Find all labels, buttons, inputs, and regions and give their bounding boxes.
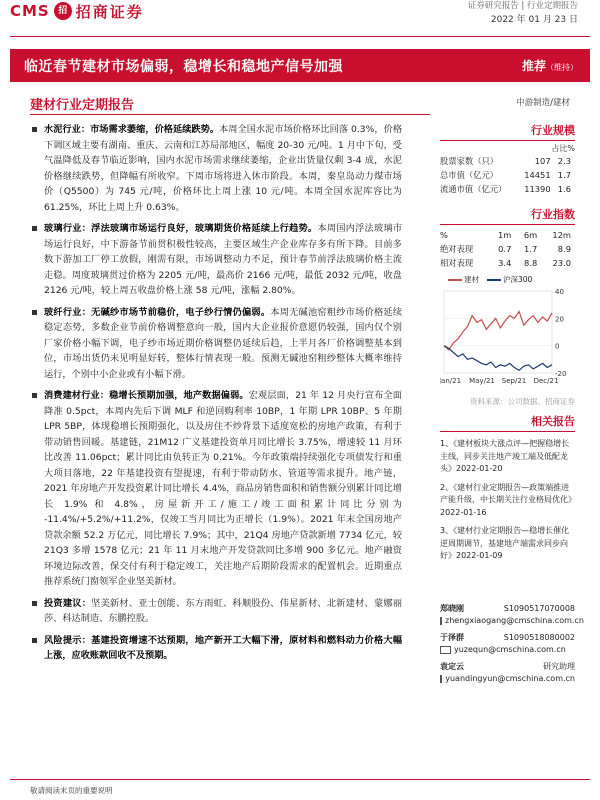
series-line-1 bbox=[444, 346, 552, 371]
legend-swatch bbox=[448, 279, 462, 281]
chart-legend bbox=[448, 274, 575, 285]
legend-item bbox=[448, 274, 479, 285]
analyst-name: 袁定云 bbox=[440, 661, 464, 671]
row-value: 14451 bbox=[524, 170, 551, 180]
related-report-item[interactable]: 2、《建材行业定期报告—政策端推进产能升级，中长期关注行业格局优化》2022-01-16 bbox=[440, 482, 572, 517]
section-fiberglass bbox=[30, 305, 402, 383]
analyst-email[interactable] bbox=[440, 673, 575, 686]
series-line-0 bbox=[444, 312, 552, 350]
y-tick-label: 40 bbox=[555, 288, 564, 296]
envelope-icon bbox=[440, 646, 451, 654]
analyst-email[interactable] bbox=[440, 644, 575, 657]
table-row bbox=[440, 168, 575, 182]
report-type: 证券研究报告 | 行业定期报告 bbox=[467, 1, 578, 11]
analyst-name: 郑晓刚 bbox=[440, 603, 464, 613]
row-value: 107 bbox=[534, 156, 551, 166]
bullet-icon bbox=[32, 601, 37, 606]
col-header: 1m bbox=[497, 230, 512, 240]
row-pct: 1.6 bbox=[557, 184, 571, 194]
section-consumer-materials bbox=[30, 388, 402, 590]
row-label: 流通市值（亿元） bbox=[440, 184, 507, 194]
x-tick-label: Dec/21 bbox=[533, 377, 559, 385]
table-row bbox=[440, 154, 575, 168]
industry-index-table bbox=[440, 228, 575, 270]
row-value: 1.7 bbox=[524, 244, 538, 254]
x-tick-label: May/21 bbox=[469, 377, 495, 385]
industry-scale-title: 行业规模 bbox=[440, 122, 575, 141]
analyst-row bbox=[440, 632, 575, 645]
section-body: 本周国内浮法玻璃市场运行良好，中下游备节前贯积极性较高，主要区域生产企业库存多有所下降。目前多数下游加工厂停工放假，刚需有限，市场调整动力不足，预计春节前浮法玻璃价格主流走稳。周度玻璃贯过价格为 2205 元/吨，最高价 2166 元/吨，最低 2032 元/吨，收盘 2126 元/吨，较上周五收盘价格上涨 58 元/吨，涨幅 2.80%。 bbox=[44, 223, 403, 296]
sector-label: 中游制造/建材 bbox=[516, 98, 570, 108]
row-label: 总市值（亿元） bbox=[440, 170, 499, 180]
section-head: 水泥行业：市场需求萎缩，价格延续跌势。 bbox=[44, 124, 220, 135]
rating-label: 推荐 bbox=[521, 59, 546, 73]
section-head: 消费建材行业：稳增长预期加强，地产数据偏弱。 bbox=[44, 390, 249, 401]
related-report-item[interactable]: 3、《建材行业定期报告—稳增长催化逆周期调节，基建地产端需求同步向好》2022-01-09 bbox=[440, 526, 570, 560]
analyst-row bbox=[440, 603, 575, 616]
email-text: yuandingyun@cmschina.com.cn bbox=[445, 674, 575, 683]
section-head: 玻纤行业：无碱纱市场节前稳价，电子纱行情仍偏弱。 bbox=[44, 306, 271, 318]
analyst-cert: 研究助理 bbox=[543, 661, 575, 671]
section-head: 玻璃行业：浮法玻璃市场运行良好，玻璃期货价格延续上行趋势。 bbox=[44, 223, 318, 234]
row-label: 股票家数（只） bbox=[440, 156, 499, 166]
analyst-cert: S1090518080002 bbox=[503, 632, 575, 642]
sidebar bbox=[440, 122, 584, 686]
report-date: 2022 年 01 月 23 日 bbox=[490, 15, 578, 25]
section-body: 坚美新材、亚士创能、东方雨虹、科顺股份、伟星新材、北新建材、蒙娜丽莎、科达制造、东鹏控股。 bbox=[44, 597, 403, 624]
y-tick-label: 20 bbox=[555, 315, 564, 324]
section-body: 本周全国水泥市场价格环比回落 0.3%，价格下调区域主要有湖南、重庆、云南和江苏局部地区，幅度 20-30 元/吨。1 月中下旬，受气温降低及春节临近影响，国内水泥市场需求继续萎缩，企业出货量仅剩 3-4 成，水泥价格继续跌势，但降幅有所收窄。下周市场将进入休市阶段。本周，秦皇岛动力煤市场价（Q5500）为 745 元/吨，价格环比上周上涨 10 元/吨。本周全国水泥库容比为 61.25%，环比上周上升 0.63%。 bbox=[44, 124, 403, 213]
section-head: 投资建议： bbox=[44, 597, 92, 609]
envelope-icon bbox=[440, 617, 442, 625]
y-tick-label: -20 bbox=[555, 370, 567, 378]
table-row bbox=[440, 182, 575, 196]
row-value: 8.9 bbox=[557, 244, 571, 254]
analysts bbox=[440, 603, 584, 686]
row-pct: 2.3 bbox=[557, 156, 571, 166]
col-header: % bbox=[440, 230, 448, 240]
subtitle-divider bbox=[30, 114, 430, 115]
row-value: 3.4 bbox=[498, 258, 512, 268]
section-risk bbox=[30, 633, 402, 664]
col-header: 6m bbox=[523, 230, 538, 240]
plot-frame bbox=[444, 291, 552, 373]
main-content bbox=[30, 122, 402, 670]
analyst-cert: S1090517070008 bbox=[503, 603, 575, 613]
row-value: 0.7 bbox=[498, 244, 512, 254]
section-head: 风险提示： bbox=[44, 634, 92, 646]
legend-label: 建材 bbox=[464, 275, 479, 284]
footer-note: 敬请阅读末页的重要说明 bbox=[30, 786, 113, 795]
brand-cn: 招商证券 bbox=[75, 2, 144, 21]
table-row bbox=[440, 256, 575, 270]
bullet-icon bbox=[32, 638, 37, 643]
col-header: 12m bbox=[552, 230, 571, 240]
table-row bbox=[440, 242, 575, 256]
x-tick-label: Sep/21 bbox=[501, 377, 527, 385]
row-label: 绝对表现 bbox=[440, 244, 474, 254]
brand-en: CMS bbox=[10, 2, 50, 20]
email-text: yuzequn@cmschina.com.cn bbox=[454, 645, 566, 654]
report-subtitle: 建材行业定期报告 bbox=[30, 98, 135, 113]
section-cement bbox=[30, 122, 402, 215]
x-tick-label: Jan/21 bbox=[440, 377, 462, 385]
related-reports bbox=[440, 438, 575, 563]
analyst-name: 于泽群 bbox=[440, 632, 464, 642]
legend-swatch bbox=[487, 279, 501, 281]
index-chart bbox=[440, 274, 575, 407]
section-body: 本周无碱池窑粗纱市场价格延续稳定态势，多数企业节前价格调整意向一般，国内大企业报价意愿仍较强，国内仅个别厂家价格小幅下调，电子纱市场近期价格调整仍延续后趋，上半月各厂价格调整基本到位，市场出货仍未见明显好转，整体行情表现一般。预测无碱池窑粗纱整体大概率维持运行，个别中小企业或有小幅下滑。 bbox=[44, 306, 403, 380]
row-value: 8.8 bbox=[524, 258, 538, 268]
row-pct: 1.7 bbox=[557, 170, 571, 180]
row-value: 11390 bbox=[524, 184, 551, 194]
rating bbox=[522, 57, 590, 74]
y-tick-label: 0 bbox=[555, 342, 560, 351]
related-reports-title: 相关报告 bbox=[440, 413, 575, 432]
analyst-row bbox=[440, 661, 575, 674]
analyst-email[interactable] bbox=[440, 615, 584, 628]
envelope-icon bbox=[440, 675, 442, 683]
legend-label: 沪深300 bbox=[503, 275, 533, 284]
section-body: 基建投资增速不达预期，地产新开工大幅下滑，原材料和燃料动力价格大幅上涨，应收账款回收不及预期。 bbox=[44, 634, 403, 661]
bullet-icon bbox=[32, 127, 37, 132]
table-header bbox=[440, 228, 575, 242]
bullet-icon bbox=[32, 310, 37, 315]
legend-item bbox=[487, 274, 532, 285]
row-value: 23.0 bbox=[552, 258, 571, 268]
chart-source: 资料来源：公司数据、招商证券 bbox=[470, 397, 575, 406]
section-glass bbox=[30, 221, 402, 299]
bullet-icon bbox=[32, 226, 37, 231]
industry-scale-unit: 占比% bbox=[551, 144, 575, 153]
row-label: 相对表现 bbox=[440, 258, 474, 268]
section-body: 宏观层面，21 年 12 月央行宣布全面降准 0.5pct，本周内先后下调 MLF 和逆回购利率 10BP，1 年期 LPR 10BP、5 年期 LPR 5BP，体现稳增长预期强化，以及房住不炒背景下适度宽松的房地产政策，有利于带动销售回暖。基建链，21M12 广义基建投资单月同比增长 3.75%，增速较 11 月环比改善 11.06pct；累计同比由负转正为 0.21%。今年政策端持续强化专项债发行和重大项目落地，22 年基建投资有望提速，有利于带动防水、管道等需求提升。地产链，2021 年房地产开发投资累计同比增长 4.4%，商品房销售面积和销售额分别累计同比增长 1.9% 和 4.8%，房屋新开工/施工/竣工面积累计同比分别为 -11.4%/+5.2%/+11.2%，仅竣工当月同比为正增长（1.9%）。2021 年末全国房地产贷款余额 52.2 万亿元，同比增长 7.9%；其中，21Q4 房地产贷款新增 7734 亿元，较 21Q3 多增 1578 亿元；21 年 11 月末地产开发贷款同比多增 900 多亿元。地产融资环境边际改善，保交付有利于稳定竣工，关注地产后期阶段需求的配置机会。近期重点推荐系统门窗领军企业坚美新材。 bbox=[44, 390, 402, 587]
footer-divider bbox=[10, 779, 590, 780]
industry-index-title: 行业指数 bbox=[440, 206, 575, 225]
report-title: 临近春节建材市场偏弱，稳增长和稳地产信号加强 bbox=[24, 58, 343, 75]
brand-seal-icon: 招 bbox=[54, 2, 72, 20]
email-text: zhengxiaogang@cmschina.com.cn bbox=[445, 616, 584, 625]
brand-logo bbox=[10, 0, 210, 22]
bullet-icon bbox=[32, 393, 37, 398]
related-report-item[interactable]: 1、《建材板块大涨点评—把握稳增长主线，同步关注地产竣工端及低配龙头》2022-01-20 bbox=[440, 439, 570, 473]
industry-scale-table bbox=[440, 154, 575, 196]
header-divider bbox=[10, 36, 590, 37]
rating-note: （维持） bbox=[546, 63, 578, 72]
section-investment-advice bbox=[30, 596, 402, 627]
index-chart-svg bbox=[440, 285, 575, 390]
title-bar bbox=[10, 49, 590, 82]
